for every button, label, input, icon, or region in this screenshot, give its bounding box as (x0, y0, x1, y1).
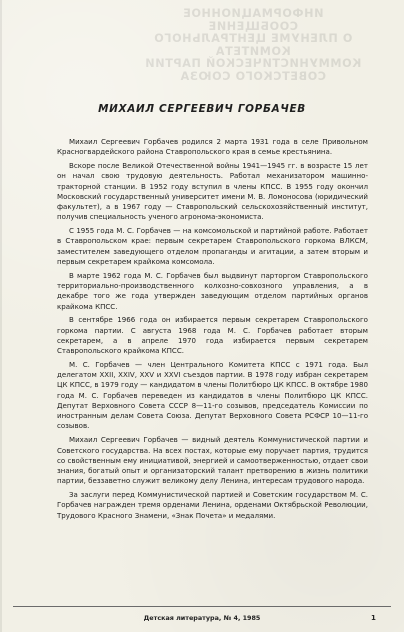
bleed-through-header: ИНФОРМАЦИОННОЕ СООБЩЕНИЕ О ПЛЕНУМЕ ЦЕНТРАЛЬНОГО КОМИТЕТА КОММУНИСТИЧЕСКОЙ ПАРТИИ СОВЕТСКОГО СОЮЗА (144, 7, 362, 83)
footer-divider (13, 606, 391, 607)
paragraph-birth: Михаил Сергеевич Горбачев родился 2 марта 1931 года в селе Привольном Красногвардейского района Ставропольского края в семье крестьянина. (57, 137, 368, 157)
paragraph-komsomol: С 1955 года М. С. Горбачев — на комсомольской и партийной работе. Работает в Ставропольском крае: первым секретарем Ставропольского горкома ВЛКСМ, заместителем заведующего отделом пропаганды и агитации, а затем вторым и первым секретарем крайкома комсомола. (57, 226, 368, 266)
paragraph-education: Вскоре после Великой Отечественной войны 1941—1945 гг. в возрасте 15 лет он начал свою трудовую деятельность. Работал механизатором машинно-тракторной станции. В 1952 году вступил в члены КПСС. В 1955 году окончил Московский государственный университет имени М. В. Ломоносова (юридический факультет), а в 1967 году — Ставропольский сельскохозяйственный институт, получив специальность ученого агронома-экономиста. (57, 161, 368, 222)
bleed-through-margin (372, 110, 396, 370)
paragraph-1966: В сентябре 1966 года он избирается первым секретарем Ставропольского горкома партии. С августа 1968 года М. С. Горбачев работает вторым секретарем, а в апреле 1970 года избирается первым секретарем Ставропольского крайкома КПСС. (57, 315, 368, 356)
paragraph-statesman: Михаил Сергеевич Горбачев — видный деятель Коммунистической партии и Советского государства. На всех постах, которые ему поручает партия, трудится со свойственным ему инициативой, энергией и самоотверженностью, отдает свои знания, богатый опыт и организаторский талант претворению в жизнь политики партии, беззаветно служит великому делу Ленина, интересам трудового народа. (57, 435, 368, 486)
page-title: МИХАИЛ СЕРГЕЕВИЧ ГОРБАЧЕВ (98, 103, 306, 115)
page-number: 1 (371, 614, 376, 622)
article-body (57, 137, 368, 525)
paragraph-awards: За заслуги перед Коммунистической партией и Советским государством М. С. Горбачев награжден тремя орденами Ленина, орденами Октябрьской Революции, Трудового Красного Знамени, «Знак Почета» и медалями. (57, 490, 368, 520)
footer-journal-info: Детская литература, № 4, 1985 (143, 614, 261, 622)
scan-edge-shadow (0, 0, 2, 632)
paragraph-central-committee: М. С. Горбачев — член Центрального Комитета КПСС с 1971 года. Был делегатом XXII, XXIV, XXV и XXVI съездов партии. В 1978 году избран секретарем ЦК КПСС, в 1979 году — кандидатом в члены Политбюро ЦК КПСС. В октябре 1980 года М. С. Горбачев переведен из кандидатов в члены Политбюро ЦК КПСС. Депутат Верховного Совета СССР 8—11-го созывов, председатель Комиссии по иностранным делам Совета Союза. Депутат Верховного Совета РСФСР 10—11-го созывов. (57, 359, 368, 431)
paragraph-1962: В марте 1962 года М. С. Горбачев был выдвинут парторгом Ставропольского территориально-производственного колхозно-совхозного управления, а в декабре того же года утвержден заведующим отделом партийных органов крайкома КПСС. (57, 270, 368, 311)
